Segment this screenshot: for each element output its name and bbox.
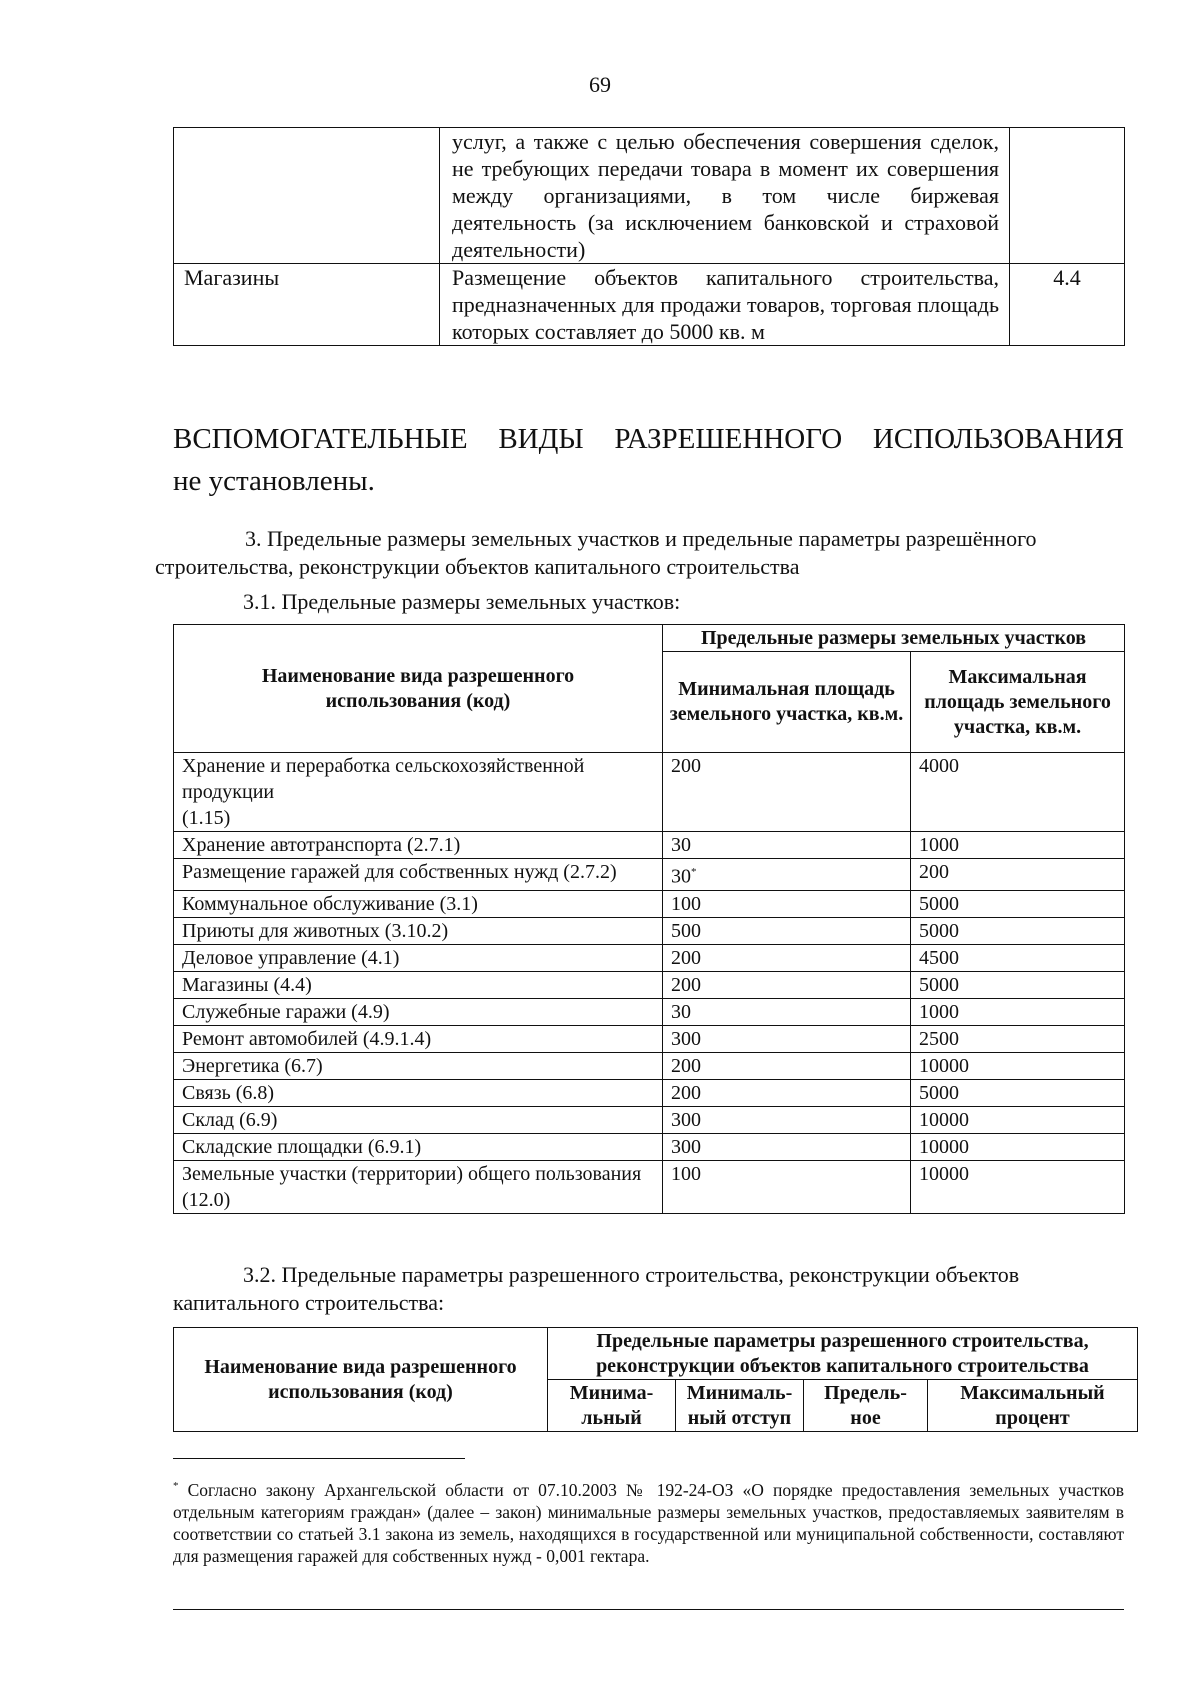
- max-area-cell-text: 5000: [919, 919, 959, 942]
- use-name-cell-text: Хранение и переработка сельскохозяйственной продукции (1.15): [182, 755, 585, 829]
- footnote-text: Согласно закону Архангельской области от 07.10.2003 № 192-24-ОЗ «О порядке предоставления земельных участков отдельным категориям граждан» (далее – закон) минимальные размеры земельных участков, предоставляемых заявителям в соответствии со статьей 3.1 закона из земель, находящихся в государственной или муниципальной собственности, составляют для размещения гаражей для собственных нужд - 0,001 гектара.: [173, 1479, 1124, 1566]
- min-area-cell-text: 30: [671, 834, 691, 856]
- use-name-cell: [174, 1079, 663, 1106]
- max-area-cell-text: 2500: [919, 1027, 959, 1050]
- header-max-percent: Максимальный процент: [928, 1380, 1138, 1432]
- min-area-cell: [663, 859, 911, 891]
- table-row: [174, 753, 1125, 832]
- min-area-cell: [663, 1133, 911, 1160]
- max-area-cell-text: 10000: [919, 1108, 969, 1131]
- table-row: [174, 917, 1125, 944]
- max-area-cell: [911, 971, 1125, 998]
- use-code: 4.4: [1010, 264, 1125, 346]
- use-name-cell: [174, 859, 663, 891]
- min-area-cell: [663, 1106, 911, 1133]
- header-limit: Предель- ное: [804, 1380, 928, 1432]
- use-name-cell-text: Ремонт автомобилей (4.9.1.4): [182, 1027, 432, 1050]
- use-name-cell: [174, 1160, 663, 1213]
- use-name-cell: [174, 1052, 663, 1079]
- header-max-area: Максимальная площадь земельного участка, кв.м.: [911, 652, 1125, 753]
- use-name-cell: [174, 944, 663, 971]
- bottom-rule: [173, 1609, 1124, 1610]
- heading-word: РАЗРЕШЕННОГО: [614, 423, 843, 455]
- min-area-cell-text: 200: [671, 1054, 701, 1077]
- table-row: [174, 832, 1125, 859]
- use-name-cell-text: Служебные гаражи (4.9): [182, 1000, 390, 1023]
- max-area-cell-text: 1000: [919, 1000, 959, 1023]
- min-area-cell: [663, 1079, 911, 1106]
- min-area-cell-text: 200: [671, 755, 701, 777]
- min-area-cell: [663, 1052, 911, 1079]
- header-use-name: Наименование вида разрешенного использования (код): [174, 625, 663, 753]
- table-row: [174, 859, 1125, 891]
- permitted-use-table-continued: [173, 127, 1125, 346]
- max-area-cell-text: 5000: [919, 892, 959, 915]
- max-area-cell-text: 5000: [919, 973, 959, 996]
- min-area-cell-text: 300: [671, 1027, 701, 1050]
- footnote-mark: *: [691, 866, 697, 878]
- auxiliary-uses-heading: [173, 418, 1124, 502]
- footnote-mark: *: [173, 1480, 179, 1492]
- max-area-cell-text: 4500: [919, 946, 959, 969]
- max-area-cell: [911, 832, 1125, 859]
- use-name-cell: [174, 832, 663, 859]
- use-name-cell-text: Складские площадки (6.9.1): [182, 1135, 422, 1158]
- min-area-cell-text: 300: [671, 1108, 701, 1131]
- table-row: [174, 890, 1125, 917]
- table-row: [174, 128, 1125, 264]
- max-area-cell: [911, 944, 1125, 971]
- table-row: [174, 971, 1125, 998]
- use-name-cell: [174, 1133, 663, 1160]
- use-name-cell-text: Склад (6.9): [182, 1108, 278, 1131]
- max-area-cell: [911, 1079, 1125, 1106]
- use-name-cell-text: Хранение автотранспорта (2.7.1): [182, 834, 461, 856]
- min-area-cell-text: 200: [671, 973, 701, 996]
- use-name-cell-text: Энергетика (6.7): [182, 1054, 323, 1077]
- table-row: [174, 1160, 1125, 1213]
- max-area-cell: [911, 1133, 1125, 1160]
- table-row: [174, 1079, 1125, 1106]
- max-area-cell: [911, 998, 1125, 1025]
- table-row: [174, 1052, 1125, 1079]
- min-area-cell: [663, 1160, 911, 1213]
- min-area-cell-text: 100: [671, 1162, 701, 1185]
- max-area-cell: [911, 1106, 1125, 1133]
- use-description: услуг, а также с целью обеспечения совершения сделок, не требующих передачи товара в момент их совершения между организациями, в том числе биржевая деятельность (за исключением банковской и страховой деятельности): [440, 128, 1010, 264]
- max-area-cell-text: 5000: [919, 1081, 959, 1104]
- header-min-setback: Минималь- ный отступ: [676, 1380, 804, 1432]
- use-name-cell: [174, 998, 663, 1025]
- table-row: [174, 264, 1125, 346]
- heading-word: ВСПОМОГАТЕЛЬНЫЕ: [173, 423, 468, 455]
- section-3-paragraph: 3. Предельные размеры земельных участков и предельные параметры разрешённого строительства, реконструкции объектов капитального строительства: [155, 526, 1037, 579]
- min-area-cell-text: 200: [671, 946, 701, 969]
- use-name-cell: [174, 1025, 663, 1052]
- use-name-cell-text: Размещение гаражей для собственных нужд (2.7.2): [182, 861, 617, 883]
- table-row: [174, 998, 1125, 1025]
- construction-params-table: [173, 1327, 1138, 1432]
- header-plot-sizes: Предельные размеры земельных участков: [663, 625, 1125, 652]
- min-area-cell: [663, 1025, 911, 1052]
- header-params-group: Предельные параметры разрешенного строительства, реконструкции объектов капитального строительства: [548, 1328, 1138, 1380]
- use-name-cell-text: Деловое управление (4.1): [182, 946, 400, 969]
- use-code: [1010, 128, 1125, 264]
- min-area-cell-text: 300: [671, 1135, 701, 1158]
- min-area-cell: [663, 753, 911, 832]
- max-area-cell: [911, 917, 1125, 944]
- use-name-cell-text: Земельные участки (территории) общего пользования (12.0): [182, 1162, 642, 1211]
- use-name-cell: [174, 753, 663, 832]
- min-area-cell: [663, 890, 911, 917]
- max-area-cell: [911, 1025, 1125, 1052]
- plot-size-table: [173, 624, 1125, 1214]
- min-area-cell-text: 30: [671, 865, 691, 888]
- min-area-cell: [663, 998, 911, 1025]
- min-area-cell: [663, 917, 911, 944]
- use-name-cell: [174, 917, 663, 944]
- header-use-name: Наименование вида разрешенного использования (код): [174, 1328, 548, 1432]
- heading-word: ИСПОЛЬЗОВАНИЯ: [872, 423, 1124, 455]
- use-name: Магазины: [174, 264, 440, 346]
- use-name-cell-text: Коммунальное обслуживание (3.1): [182, 892, 478, 915]
- use-name-cell: [174, 1106, 663, 1133]
- min-area-cell-text: 500: [671, 919, 701, 942]
- use-name-cell: [174, 971, 663, 998]
- table-row: [174, 1133, 1125, 1160]
- use-name-cell-text: Приюты для животных (3.10.2): [182, 919, 449, 942]
- min-area-cell: [663, 971, 911, 998]
- section-3-2-paragraph: 3.2. Предельные параметры разрешенного строительства, реконструкции объектов капитального строительства:: [173, 1262, 1020, 1315]
- table-row: [174, 1025, 1125, 1052]
- use-description: Размещение объектов капитального строительства, предназначенных для продажи товаров, торговая площадь которых составляет до 5000 кв. м: [440, 264, 1010, 346]
- min-area-cell-text: 30: [671, 1000, 691, 1023]
- header-min-area: Минимальная площадь земельного участка, кв.м.: [663, 652, 911, 753]
- heading-word: ВИДЫ: [498, 423, 584, 455]
- use-name-cell-text: Связь (6.8): [182, 1081, 275, 1104]
- max-area-cell-text: 1000: [919, 834, 959, 856]
- max-area-cell-text: 4000: [919, 755, 959, 777]
- page-number: 69: [589, 72, 611, 97]
- use-name-cell: [174, 890, 663, 917]
- heading-line-2: не установлены.: [173, 465, 375, 497]
- max-area-cell-text: 200: [919, 861, 949, 883]
- min-area-cell: [663, 832, 911, 859]
- use-name-cell-text: Магазины (4.4): [182, 973, 312, 996]
- max-area-cell: [911, 1160, 1125, 1213]
- max-area-cell: [911, 753, 1125, 832]
- max-area-cell-text: 10000: [919, 1162, 969, 1185]
- min-area-cell-text: 100: [671, 892, 701, 915]
- max-area-cell-text: 10000: [919, 1135, 969, 1158]
- section-3-1-title: 3.1. Предельные размеры земельных участков:: [243, 589, 681, 614]
- header-minimum: Минима- льный: [548, 1380, 676, 1432]
- footnote-separator: [173, 1458, 465, 1459]
- use-name: [174, 128, 440, 264]
- max-area-cell: [911, 1052, 1125, 1079]
- max-area-cell: [911, 890, 1125, 917]
- max-area-cell-text: 10000: [919, 1054, 969, 1077]
- min-area-cell: [663, 944, 911, 971]
- table-row: [174, 1106, 1125, 1133]
- table-row: [174, 944, 1125, 971]
- footnote: [173, 1475, 1124, 1567]
- min-area-cell-text: 200: [671, 1081, 701, 1104]
- max-area-cell: [911, 859, 1125, 891]
